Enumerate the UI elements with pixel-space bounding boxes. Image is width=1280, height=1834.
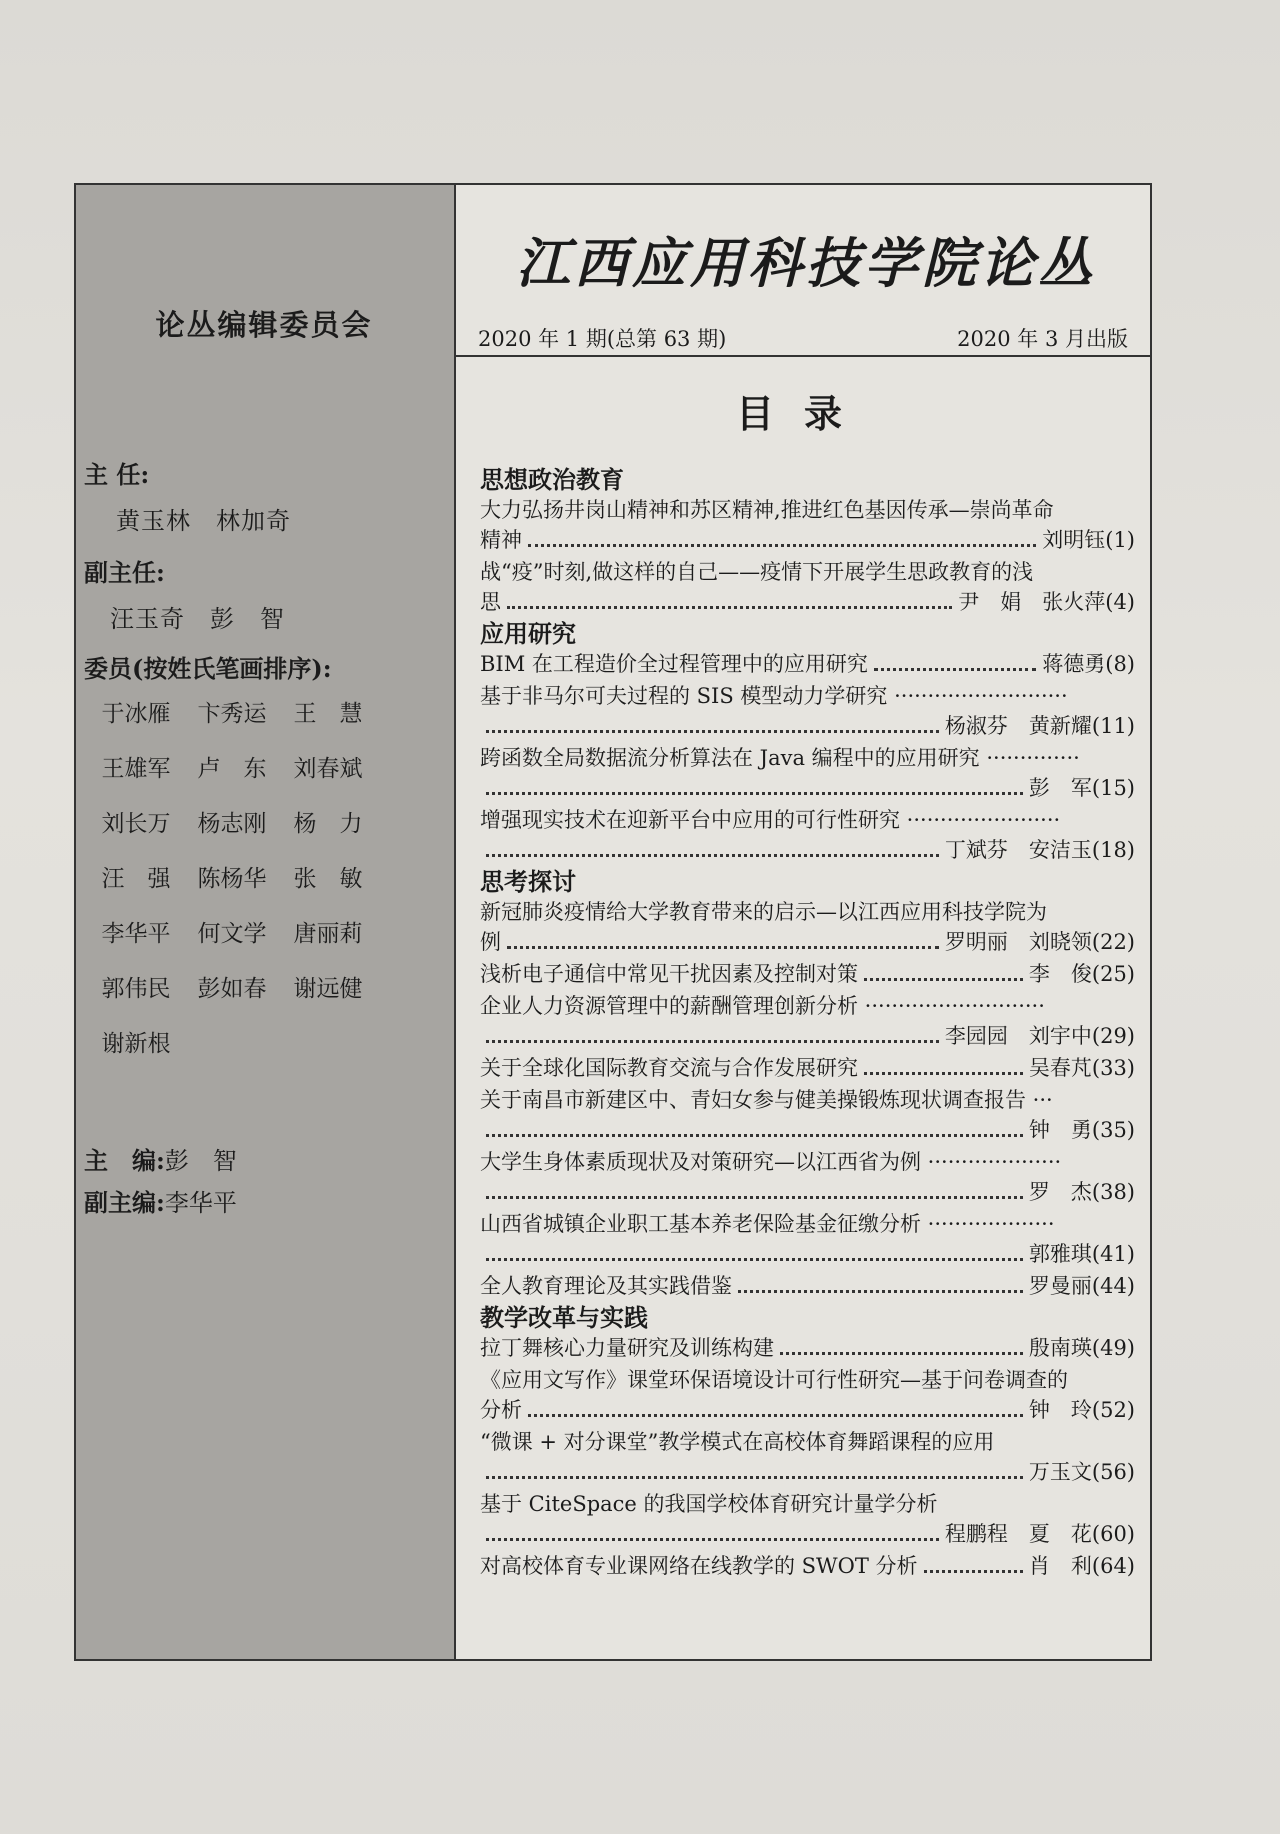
deputy-director-label: 副主任: (84, 558, 165, 587)
toc-entry-author-page: 彭 军(15) (1028, 776, 1135, 800)
toc-entry-author-page: 万玉文(56) (1028, 1460, 1135, 1484)
director-label: 主 任: (84, 460, 150, 489)
toc-entry-title-line: 山西省城镇企业职工基本养老保险基金征缴分析 ··················· (480, 1212, 1055, 1236)
toc-entry-author-page: 殷南瑛(49) (1028, 1336, 1135, 1360)
toc-entry-title-line: 企业人力资源管理中的薪酬管理创新分析 ··························· (480, 994, 1045, 1018)
member-name: 王雄军 (101, 756, 171, 782)
member-name: 郭伟民 (101, 976, 171, 1002)
journal-brand-title: 江西应用科技学院论丛 (516, 231, 1096, 295)
toc-entry-author-page: 钟 玲(52) (1028, 1398, 1135, 1422)
toc-entry-title: 拉丁舞核心力量研究及训练构建 (480, 1336, 774, 1360)
member-name: 张 敏 (293, 866, 363, 892)
toc-section-heading: 思想政治教育 (480, 466, 624, 494)
editorial-board-title: 论丛编辑委员会 (155, 308, 373, 342)
toc-entry-title-line: “微课 + 对分课堂”教学模式在高校体育舞蹈课程的应用 (480, 1430, 995, 1454)
member-name: 刘长万 (101, 811, 171, 837)
toc-entry-author-page: 郭雅琪(41) (1028, 1242, 1135, 1266)
toc-entry-title-line: 大力弘扬井岗山精神和苏区精神,推进红色基因传承—崇尚革命 (480, 498, 1054, 522)
toc-entry-title: 精神 (480, 528, 522, 552)
toc-entry-author-page: 李园园 刘宇中(29) (944, 1024, 1135, 1048)
toc-entry-author-page: 尹 娟 张火萍(4) (958, 590, 1135, 614)
directors: 黄玉林 林加奇 (116, 507, 291, 535)
member-name: 陈杨华 (197, 866, 267, 892)
toc-entry-author-page: 李 俊(25) (1028, 962, 1135, 986)
member-name: 于冰雁 (101, 701, 171, 727)
toc-entry-title: 例 (480, 930, 501, 954)
toc-entry-title: 浅析电子通信中常见干扰因素及控制对策 (480, 962, 858, 986)
toc-entry-title-line: 关于南昌市新建区中、青妇女参与健美操锻炼现状调查报告 ··· (480, 1088, 1053, 1112)
issue-number: 2020 年 1 期(总第 63 期) (478, 327, 727, 351)
deputy-editor-name: 李华平 (164, 1189, 237, 1217)
toc-entry-author-page: 丁斌芬 安洁玉(18) (944, 838, 1135, 862)
toc-entry-title: 分析 (480, 1398, 522, 1422)
toc-title: 目录 (735, 391, 872, 436)
member-name: 唐丽莉 (293, 921, 363, 947)
toc-section-heading: 教学改革与实践 (480, 1304, 648, 1332)
toc-entry-author-page: 罗明丽 刘晓领(22) (944, 930, 1135, 954)
toc-entry-title-line: 新冠肺炎疫情给大学教育带来的启示—以江西应用科技学院为 (480, 900, 1047, 924)
toc-entry-author-page: 杨淑芬 黄新耀(11) (944, 714, 1135, 738)
toc-entry-author-page: 钟 勇(35) (1028, 1118, 1135, 1142)
toc-entry-title-line: 大学生身体素质现状及对策研究—以江西省为例 ···················· (480, 1150, 1062, 1174)
toc-entry-title-line: 《应用文写作》课堂环保语境设计可行性研究—基于问卷调查的 (480, 1368, 1068, 1392)
toc-entry-title: 思 (480, 590, 501, 614)
toc-entry-author-page: 蒋德勇(8) (1042, 652, 1135, 676)
toc-entry-title-line: 基于非马尔可夫过程的 SIS 模型动力学研究 ·························· (480, 684, 1068, 708)
toc-entry-title-line: 跨函数全局数据流分析算法在 Java 编程中的应用研究 ·············· (480, 746, 1080, 770)
member-name: 卢 东 (197, 756, 267, 782)
publication-date: 2020 年 3 月出版 (957, 327, 1128, 351)
members-label: 委员(按姓氏笔画排序): (84, 654, 332, 683)
toc-entry-author-page: 肖 利(64) (1028, 1554, 1135, 1578)
member-name: 李华平 (101, 921, 171, 947)
toc-entry-title-line: 增强现实技术在迎新平台中应用的可行性研究 ······················· (480, 808, 1061, 832)
deputy-editor-label: 副主编: (84, 1188, 165, 1217)
toc-entry-author-page: 罗曼丽(44) (1028, 1274, 1135, 1298)
member-name: 汪 强 (101, 866, 171, 892)
toc-entry-author-page: 吴春芃(33) (1028, 1056, 1135, 1080)
chief-editor-label: 主 编: (84, 1146, 165, 1175)
chief-editor-name: 彭 智 (164, 1147, 237, 1175)
member-name: 杨志刚 (197, 811, 267, 837)
toc-entry-title: 对高校体育专业课网络在线教学的 SWOT 分析 (480, 1554, 918, 1578)
toc-entry-title-line: 基于 CiteSpace 的我国学校体育研究计量学分析 (480, 1492, 938, 1516)
deputy-directors: 汪玉奇 彭 智 (110, 605, 285, 633)
member-name: 彭如春 (197, 976, 267, 1002)
toc-section-heading: 思考探讨 (480, 868, 576, 896)
toc-entry-author-page: 程鹏程 夏 花(60) (944, 1522, 1135, 1546)
toc-section-heading: 应用研究 (480, 620, 576, 648)
member-name: 王 慧 (293, 701, 363, 727)
member-name: 杨 力 (293, 811, 363, 837)
member-name: 谢远健 (293, 976, 363, 1002)
member-name: 谢新根 (101, 1031, 171, 1057)
toc-entry-author-page: 罗 杰(38) (1028, 1180, 1135, 1204)
page-frame (74, 183, 1152, 1661)
toc-entry-title: BIM 在工程造价全过程管理中的应用研究 (480, 652, 868, 676)
toc-entry-title: 全人教育理论及其实践借鉴 (480, 1274, 732, 1298)
member-name: 卞秀运 (197, 701, 267, 727)
toc-entry-title: 关于全球化国际教育交流与合作发展研究 (480, 1056, 858, 1080)
member-name: 何文学 (197, 921, 267, 947)
toc-entry-author-page: 刘明钰(1) (1042, 528, 1135, 552)
member-name: 刘春斌 (293, 756, 363, 782)
toc-entry-title-line: 战“疫”时刻,做这样的自己——疫情下开展学生思政教育的浅 (480, 560, 1034, 584)
